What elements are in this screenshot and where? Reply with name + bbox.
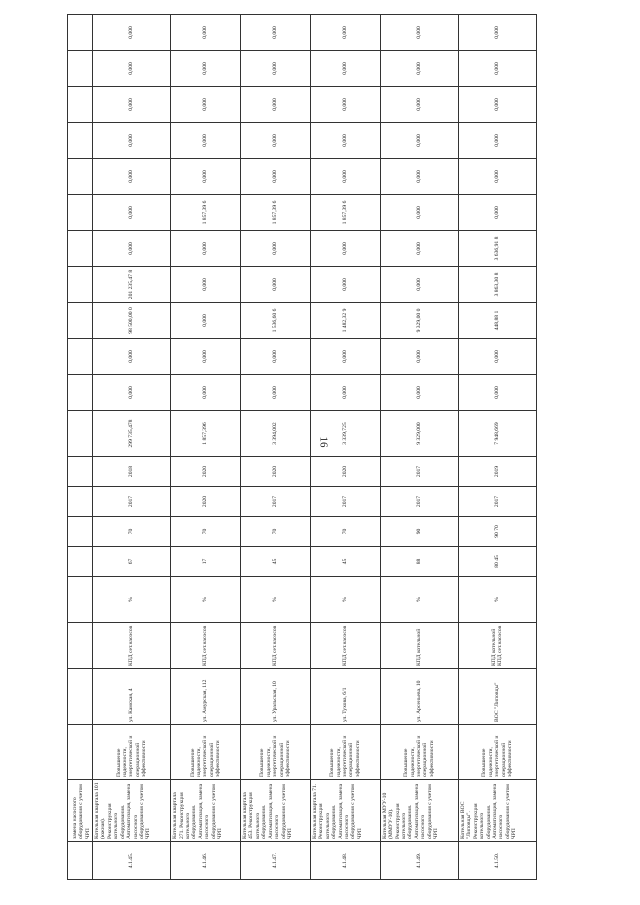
- value-cell: 1 857,39 6: [240, 195, 310, 231]
- value-cell: 98 500,00 0: [93, 303, 171, 339]
- row-id: 4.1.49.: [380, 842, 458, 880]
- value-cell: 0,000: [310, 87, 380, 123]
- row-id: 4.1.47.: [240, 842, 310, 880]
- row-id: 4.1.50.: [458, 842, 536, 880]
- value-cell: 0,000: [458, 51, 536, 87]
- address-cell: ул. Камская, 4: [93, 669, 171, 725]
- value-cell: 0,000: [310, 15, 380, 51]
- value-cell: 0,000: [380, 375, 458, 411]
- table-row-continuation: [68, 15, 93, 880]
- value-cell: 0,000: [310, 231, 380, 267]
- object-cell: Котельная квартала 453. Реконструкция котельного оборудования. Автоматизация, замена насосного оборудования с учетом ЧРП: [240, 780, 310, 842]
- value-cell: 0,000: [93, 231, 171, 267]
- object-cell: Котельная квартала 271. Реконструкция котельного оборудования. Автоматизация, замена насосного оборудования с учетом ЧРП: [171, 780, 241, 842]
- value-cell: 0,000: [93, 123, 171, 159]
- value-cell: 0,000: [93, 15, 171, 51]
- row-id: 4.1.45.: [93, 842, 171, 880]
- table-row: [171, 15, 241, 880]
- table-row: [380, 15, 458, 880]
- value-cell: 0,000: [310, 159, 380, 195]
- value-cell: 0,000: [380, 339, 458, 375]
- value-cell: 0,000: [240, 267, 310, 303]
- indicator-cell: КПД котельной: [380, 623, 458, 669]
- value-cell: 0,000: [93, 87, 171, 123]
- start-year-cell: 2017: [93, 487, 171, 517]
- address-cell: ул. Арсеньева, 10: [380, 669, 458, 725]
- object-cell: Котельная ВОС "Липовцы". Реконструкция котельного оборудования. Автоматизация, замена насосного оборудования с учетом ЧРП: [458, 780, 536, 842]
- value-cell: 0,000: [380, 51, 458, 87]
- address-cell: ВОС "Липовцы": [458, 669, 536, 725]
- total-cell: 9 329,000: [380, 411, 458, 457]
- value-cell: 3 863,30 8: [458, 267, 536, 303]
- address-cell: ул. Амурская, 112: [171, 669, 241, 725]
- value-cell: 0,000: [240, 51, 310, 87]
- value-cell: 0,000: [458, 195, 536, 231]
- page-number: 16: [317, 436, 330, 448]
- purpose-cell: Повышение надежности, энергетической и операционной эффективности: [380, 725, 458, 780]
- start-year-cell: 2017: [458, 487, 536, 517]
- after-cell: 70: [310, 517, 380, 547]
- value-cell: 0,000: [171, 267, 241, 303]
- value-cell: 0,000: [93, 339, 171, 375]
- indicator-cell: КПД сет.насосов: [310, 623, 380, 669]
- row-id: 4.1.48.: [310, 842, 380, 880]
- value-cell: 0,000: [240, 87, 310, 123]
- value-cell: 0,000: [240, 339, 310, 375]
- value-cell: 0,000: [380, 159, 458, 195]
- object-cell: Котельная квартала 71. Реконструкция котельного оборудования. Автоматизация, замена насосного оборудования с учетом ЧРП: [310, 780, 380, 842]
- value-cell: 0,000: [310, 51, 380, 87]
- row-id: 4.1.46.: [171, 842, 241, 880]
- unit-cell: %: [171, 577, 241, 623]
- value-cell: 0,000: [240, 123, 310, 159]
- value-cell: 0,000: [458, 339, 536, 375]
- after-cell: 70: [93, 517, 171, 547]
- purpose-cell: Повышение надежности, энергетической и операционной эффективности: [310, 725, 380, 780]
- table-row: [458, 15, 536, 880]
- value-cell: 0,000: [171, 231, 241, 267]
- value-cell: 0,000: [171, 375, 241, 411]
- value-cell: 0,000: [240, 375, 310, 411]
- value-cell: 0,000: [458, 375, 536, 411]
- value-cell: 0,000: [93, 195, 171, 231]
- unit-cell: %: [310, 577, 380, 623]
- value-cell: 0,000: [171, 123, 241, 159]
- value-cell: 1 857,39 6: [310, 195, 380, 231]
- after-cell: 90 70: [458, 517, 536, 547]
- value-cell: 0,000: [458, 123, 536, 159]
- table-row: [240, 15, 310, 880]
- value-cell: 0,000: [380, 87, 458, 123]
- start-year-cell: 2017: [240, 487, 310, 517]
- unit-cell: %: [240, 577, 310, 623]
- total-cell: 7 948,669: [458, 411, 536, 457]
- value-cell: 1 857,39 6: [171, 195, 241, 231]
- value-cell: 0,000: [171, 87, 241, 123]
- after-cell: 90: [380, 517, 458, 547]
- end-year-cell: 2019: [458, 457, 536, 487]
- end-year-cell: 2020: [310, 457, 380, 487]
- value-cell: 201 235,47 8: [93, 267, 171, 303]
- value-cell: 0,000: [171, 339, 241, 375]
- value-cell: 0,000: [310, 375, 380, 411]
- start-year-cell: 2017: [310, 487, 380, 517]
- after-cell: 70: [171, 517, 241, 547]
- value-cell: 0,000: [380, 15, 458, 51]
- before-cell: 67: [93, 547, 171, 577]
- value-cell: 0,000: [93, 159, 171, 195]
- unit-cell: %: [458, 577, 536, 623]
- value-cell: 0,000: [171, 303, 241, 339]
- investment-program-table: [67, 14, 537, 880]
- value-cell: 0,000: [380, 195, 458, 231]
- value-cell: 0,000: [240, 159, 310, 195]
- value-cell: 0,000: [171, 51, 241, 87]
- total-cell: 3 339,725: [310, 411, 380, 457]
- before-cell: 17: [171, 547, 241, 577]
- total-cell: 299 735,478: [93, 411, 171, 457]
- table-row: [93, 15, 171, 880]
- before-cell: 45: [240, 547, 310, 577]
- purpose-cell: Повышение надежности, энергетической и операционной эффективности: [93, 725, 171, 780]
- end-year-cell: 2017: [380, 457, 458, 487]
- value-cell: 0,000: [310, 339, 380, 375]
- value-cell: 0,000: [380, 231, 458, 267]
- table-row: [310, 15, 380, 880]
- unit-cell: %: [380, 577, 458, 623]
- value-cell: 0,000: [458, 87, 536, 123]
- purpose-cell: Повышение надежности, энергетической и операционной эффективности: [240, 725, 310, 780]
- indicator-cell: КПД сет.насосов: [240, 623, 310, 669]
- value-cell: 1 536,60 6: [240, 303, 310, 339]
- value-cell: 0,000: [171, 15, 241, 51]
- value-cell: 0,000: [458, 15, 536, 51]
- indicator-cell: КПД сет.насосов: [93, 623, 171, 669]
- after-cell: 70: [240, 517, 310, 547]
- value-cell: 0,000: [240, 15, 310, 51]
- end-year-cell: 2020: [240, 457, 310, 487]
- end-year-cell: 2020: [171, 457, 241, 487]
- value-cell: 0,000: [458, 159, 536, 195]
- value-cell: 0,000: [380, 267, 458, 303]
- total-cell: 3 394,002: [240, 411, 310, 457]
- rotated-table-container: [67, 26, 537, 880]
- before-cell: 88: [380, 547, 458, 577]
- address-cell: ул. Тухова, 6/1: [310, 669, 380, 725]
- address-cell: ул. Уральская, 10: [240, 669, 310, 725]
- start-year-cell: 2020: [171, 487, 241, 517]
- value-cell: 0,000: [310, 123, 380, 159]
- end-year-cell: 2018: [93, 457, 171, 487]
- value-cell: 0,000: [380, 123, 458, 159]
- before-cell: 80 45: [458, 547, 536, 577]
- start-year-cell: 2017: [380, 487, 458, 517]
- value-cell: 0,000: [240, 231, 310, 267]
- value-cell: 0,000: [93, 51, 171, 87]
- value-cell: 0,000: [93, 375, 171, 411]
- before-cell: 45: [310, 547, 380, 577]
- value-cell: 0,000: [171, 159, 241, 195]
- value-cell: 448,88 1: [458, 303, 536, 339]
- indicator-cell: КПД котельной КПД сет.насосов: [458, 623, 536, 669]
- object-cell: Котельная МУУ-10 (ММУУ-10). Реконструкция котельного оборудования. Автоматизация, замена насосного оборудования с учетом ЧРП: [380, 780, 458, 842]
- value-cell: 9 329,00 0: [380, 303, 458, 339]
- purpose-cell: Повышение надежности, энергетической и операционной эффективности: [458, 725, 536, 780]
- value-cell: 3 636,91 8: [458, 231, 536, 267]
- object-cell: Котельная квартала 101 (южная). Реконструкция котельного оборудования. Автоматизация, замена насосного оборудования с учетом ЧРП: [93, 780, 171, 842]
- indicator-cell: КПД сет.насосов: [171, 623, 241, 669]
- value-cell: 0,000: [310, 267, 380, 303]
- value-cell: 1 482,32 9: [310, 303, 380, 339]
- total-cell: 1 857,396: [171, 411, 241, 457]
- unit-cell: %: [93, 577, 171, 623]
- continuation-text: замена насосного оборудования с учетом ЧРП: [68, 780, 93, 842]
- purpose-cell: Повышение надежности, энергетической и операционной эффективности: [171, 725, 241, 780]
